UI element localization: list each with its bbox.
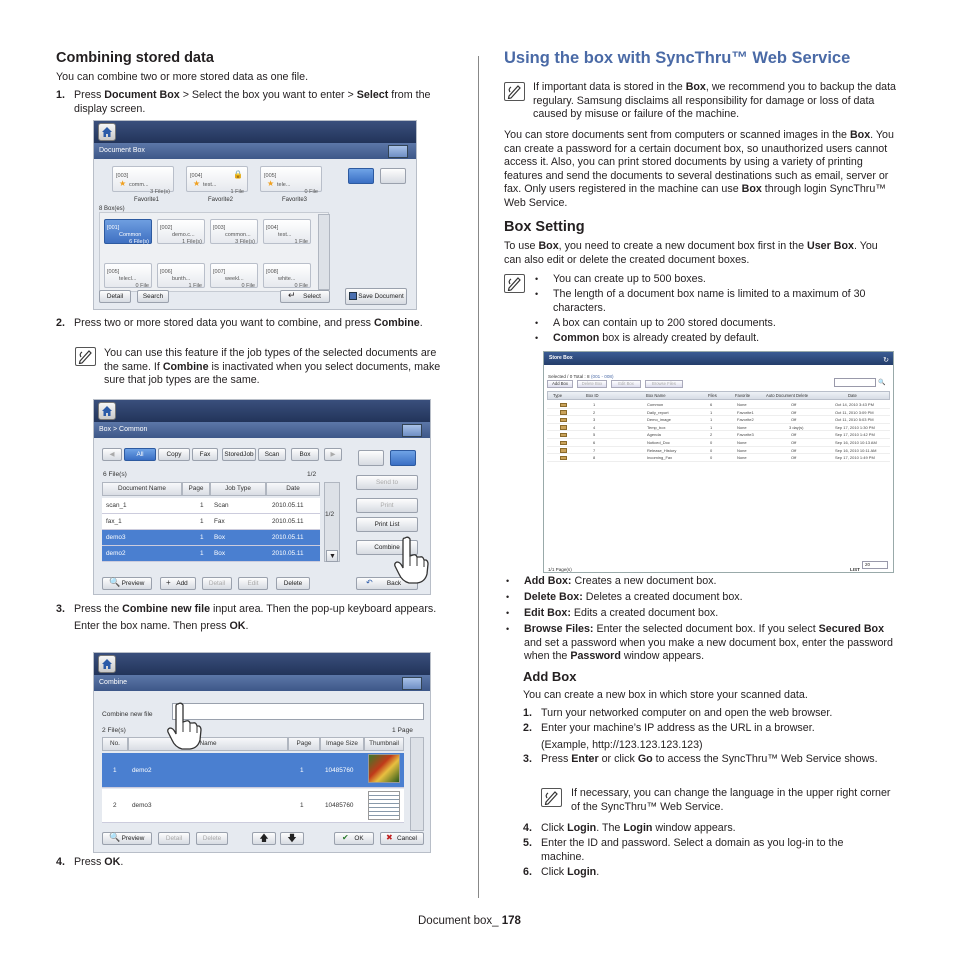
star-icon: ★ bbox=[119, 179, 127, 188]
grid-view-button[interactable] bbox=[358, 450, 384, 466]
favorite-tile-2[interactable]: [004] 🔒 ★ test... 1 File bbox=[186, 166, 248, 192]
add-box-intro: You can create a new box in which store your scanned data. bbox=[523, 689, 808, 701]
screenshot-document-box: Document Box [003] ★ comm... 3 File(s) [004] 🔒 ★ test... 1 File [005] ★ tele... 0 File Favorite1 Favorite2 Favorite3 8 Box(es) [001] Common 6 File(s) [002] demo.c... 1 File(s) [003] common... 3 File(s) [004] test... 1 File [005] telecl... 0 File [006] bunth... 1 File [007] weekl... 0 File [008] white... 0 File Detail Search Select ↵ Save Document bbox=[93, 120, 417, 310]
scrollbar[interactable] bbox=[410, 737, 424, 831]
favorite-tile-1[interactable]: [003] ★ comm... 3 File(s) bbox=[112, 166, 174, 192]
cancel-button[interactable]: Cancel bbox=[380, 832, 424, 845]
box-icon[interactable] bbox=[402, 677, 422, 690]
box-setting-text: To use Box, you need to create a new document box first in the User Box. You can also edit or delete the created document boxes. bbox=[504, 240, 878, 266]
bullet-browse-files: • Browse Files: Enter the selected document box. If you select Secured Box and set a password when you make a new document box, enter the password when the Password window appears. bbox=[506, 623, 893, 663]
print-button[interactable]: Print bbox=[356, 498, 418, 513]
section-heading-syncthru: Using the box with SyncThru™ Web Service bbox=[504, 49, 851, 67]
edit-button[interactable]: Edit bbox=[238, 577, 268, 590]
table-row[interactable]: fax_1 1 Fax 2010.05.11 bbox=[102, 514, 320, 530]
add-box-button[interactable]: Add Box bbox=[547, 380, 573, 388]
screenshot-box-common: Box > Common ◀ All Copy Fax StoredJob Scan Box ▶ 6 File(s) 1/2 Document Name Page Job Type Date scan_1 1 Scan 2010.05.11 fax_1 1 Fax 2010.05.11 demo3 1 Box 2010.05.11 demo2 1 Box 2010.05.11 1/2 ▼ Send to Print Print List Combine Preview 🔍 Add + Detail Edit Delete Back ↶ bbox=[93, 399, 431, 595]
note-icon bbox=[504, 82, 525, 101]
table-row[interactable]: 6 Noticed_Doc 0 None Off Sep 16, 2010 10:13 AM bbox=[547, 439, 890, 447]
box-tile-3[interactable]: [003] common... 3 File(s) bbox=[210, 219, 258, 244]
search-icon[interactable]: 🔍 bbox=[878, 380, 886, 386]
tab-fax[interactable]: Fax bbox=[192, 448, 218, 461]
thumbnail-image bbox=[368, 754, 400, 783]
section-heading-add-box: Add Box bbox=[523, 669, 577, 684]
magnifier-icon: 🔍 bbox=[109, 832, 121, 842]
store-box-table-header: Type Box ID Box Name Files Favorite Auto Document Delete Date bbox=[547, 391, 890, 400]
ok-button[interactable]: OK bbox=[334, 832, 374, 845]
search-button[interactable]: Search bbox=[137, 290, 169, 303]
scroll-down-icon[interactable]: ▼ bbox=[326, 550, 338, 562]
next-arrow-icon[interactable]: ▶ bbox=[324, 448, 342, 461]
table-row[interactable]: 2 demo3 1 10485760 bbox=[102, 789, 404, 823]
detail-button[interactable]: Detail bbox=[99, 290, 131, 303]
enter-arrow-icon: ↵ bbox=[288, 290, 296, 300]
star-icon: ★ bbox=[267, 179, 275, 188]
note-bullet: • You can create up to 500 boxes. bbox=[535, 273, 706, 285]
bullet-add-box: • Add Box: Creates a new document box. bbox=[506, 575, 717, 587]
box-tile-7[interactable]: [007] weekl... 0 File bbox=[210, 263, 258, 288]
hand-pointer-icon bbox=[393, 536, 429, 584]
select-button[interactable]: Select bbox=[280, 290, 330, 303]
add-step-3: 3. Press Enter or click Go to access the SyncThru™ Web Service shows. bbox=[523, 753, 878, 765]
note-bullet: • The length of a document box name is limited to a maximum of 30 characters. bbox=[535, 288, 866, 314]
add-button[interactable]: Add bbox=[160, 577, 196, 590]
list-view-button[interactable] bbox=[380, 168, 406, 184]
bullet-delete-box: • Delete Box: Deletes a created document box. bbox=[506, 591, 743, 603]
star-icon: ★ bbox=[193, 179, 201, 188]
screenshot-combine: Combine Combine new file 2 File(s) 1 Page No. Name Page Image Size Thumbnail 1 demo2 1 10485760 2 demo3 1 10485760 Preview 🔍 Detail Delete 🡅 🡇 OK ✔ Cancel ✖ bbox=[93, 652, 431, 853]
section-heading-combining: Combining stored data bbox=[56, 50, 214, 66]
hand-pointer-icon bbox=[166, 702, 202, 750]
move-down-arrow-icon[interactable]: 🡇 bbox=[280, 832, 304, 845]
plus-icon: + bbox=[166, 578, 171, 587]
folder-icon bbox=[560, 403, 567, 408]
add-step-4: 4. Click Login. The Login window appears. bbox=[523, 822, 736, 834]
folder-icon bbox=[560, 425, 567, 430]
screen-title-bar: Combine bbox=[94, 675, 430, 691]
delete-box-button[interactable]: Delete Box bbox=[577, 380, 607, 388]
table-row[interactable]: 5 Agenda 2 Favorite3 Off Sep 17, 2010 1:42 PM bbox=[547, 431, 890, 439]
add-step-2: 2. Enter your machine’s IP address as the URL in a browser. (Example, http://123.123.123.123) bbox=[523, 722, 815, 751]
browse-files-button[interactable]: Browse Files bbox=[645, 380, 683, 388]
note-backup: If important data is stored in the Box, we recommend you to backup the data regulary. Samsung disclaims all responsibility for damage or loss of data caused by misuse or failure of the machine. bbox=[533, 81, 897, 121]
box-tile-1[interactable]: [001] Common 6 File(s) bbox=[104, 219, 152, 244]
step-1: 1. Press Document Box > Select the box you want to enter > Select from the display screen. bbox=[56, 89, 431, 115]
intro-text: You can combine two or more stored data as one file. bbox=[56, 71, 309, 83]
table-row[interactable]: 2 Daily_report 1 Favorite1 Off Oct 11, 2010 3:09 PM bbox=[547, 409, 890, 417]
add-step-6: 6. Click Login. bbox=[523, 866, 600, 878]
list-view-button[interactable] bbox=[390, 450, 416, 466]
combine-button[interactable]: Combine bbox=[356, 540, 418, 555]
folder-icon bbox=[560, 456, 567, 461]
move-up-arrow-icon[interactable]: 🡅 bbox=[252, 832, 276, 845]
favorite-tile-3[interactable]: [005] ★ tele... 0 File bbox=[260, 166, 322, 192]
step-4: 4. Press OK. bbox=[56, 856, 124, 868]
list-count-select[interactable]: 20 bbox=[862, 561, 888, 569]
check-icon: ✔ bbox=[342, 833, 349, 842]
box-description: You can store documents sent from computers or scanned images in the Box. You can create a password for a certain document box, so unauthorized users cannot access it. Also, you can print stored documents by using a variety of printing features and send the documents to several destinations such as email, server or fax. Only users registered in the machine can use Box through login SyncThru™ Web Service. bbox=[504, 129, 894, 209]
thumbnail-image bbox=[368, 791, 400, 820]
tab-storedjob[interactable]: StoredJob bbox=[222, 448, 256, 461]
combine-table: No. Name Page Image Size Thumbnail 1 demo2 1 10485760 2 demo3 1 10485760 bbox=[102, 737, 404, 837]
column-divider bbox=[478, 56, 479, 898]
tab-scan[interactable]: Scan bbox=[258, 448, 286, 461]
note-bullet: • A box can contain up to 200 stored documents. bbox=[535, 317, 776, 329]
preview-button[interactable]: Preview bbox=[102, 832, 152, 845]
preview-button[interactable]: Preview bbox=[102, 577, 152, 590]
prev-arrow-icon[interactable]: ◀ bbox=[102, 448, 122, 461]
note-icon bbox=[541, 788, 562, 807]
folder-icon bbox=[560, 433, 567, 438]
table-row[interactable]: 8 Incoming_Fax 0 None Off Sep 17, 2010 1:49 PM bbox=[547, 454, 890, 462]
folder-icon bbox=[560, 448, 567, 453]
magnifier-icon: 🔍 bbox=[109, 577, 121, 587]
folder-icon bbox=[560, 441, 567, 446]
note-icon bbox=[504, 274, 525, 293]
grid-view-button[interactable] bbox=[348, 168, 374, 184]
folder-icon bbox=[560, 418, 567, 423]
web-search-input[interactable] bbox=[834, 378, 876, 387]
home-icon[interactable] bbox=[98, 402, 116, 420]
box-tile-8[interactable]: [008] white... 0 File bbox=[263, 263, 311, 288]
detail-button[interactable]: Detail bbox=[202, 577, 232, 590]
document-table: Document Name Page Job Type Date scan_1 1 Scan 2010.05.11 fax_1 1 Fax 2010.05.11 demo3 1 Box 2010.05.11 demo2 1 Box 2010.05.11 bbox=[102, 482, 320, 572]
box-tile-2[interactable]: [002] demo.c... 1 File(s) bbox=[157, 219, 205, 244]
add-step-1: 1. Turn your networked computer on and open the web browser. bbox=[523, 707, 833, 719]
screen-title-bar: Document Box bbox=[94, 143, 416, 159]
screen-title-bar: Box > Common bbox=[94, 422, 430, 438]
step-3: 3. Press the Combine new file input area. Then the pop-up keyboard appears. Enter the box name. Then press OK. bbox=[56, 603, 437, 632]
box-tile-5[interactable]: [005] telecl... 0 File bbox=[104, 263, 152, 288]
note-combine: You can use this feature if the job types of the selected documents are the same. If Combine is inactivated when you select documents, make sure that job types are the same. bbox=[104, 347, 441, 387]
combine-new-file-input[interactable] bbox=[172, 703, 424, 720]
floppy-icon bbox=[349, 292, 357, 300]
folder-icon bbox=[560, 410, 567, 415]
tab-all[interactable]: All bbox=[124, 448, 156, 461]
note-language: If necessary, you can change the language in the upper right corner of the SyncThru™ Web Service. bbox=[571, 787, 891, 813]
table-row[interactable]: 3 Demo_image 1 Favorite2 Off Oct 11, 2010 5:03 PM bbox=[547, 416, 890, 424]
bullet-edit-box: • Edit Box: Edits a created document box. bbox=[506, 607, 719, 619]
tab-box[interactable]: Box bbox=[291, 448, 319, 461]
home-icon[interactable] bbox=[98, 655, 116, 673]
print-list-button[interactable]: Print List bbox=[356, 517, 418, 532]
table-row[interactable]: 7 Release_History 0 None Off Sep 16, 2010 10:11 AM bbox=[547, 447, 890, 455]
home-icon[interactable] bbox=[98, 123, 116, 141]
scrollbar[interactable] bbox=[318, 214, 330, 290]
back-arrow-icon: ↶ bbox=[366, 578, 373, 587]
detail-button[interactable]: Detail bbox=[158, 832, 190, 845]
page-footer: Document box_ 178 bbox=[418, 915, 521, 927]
tab-copy[interactable]: Copy bbox=[158, 448, 190, 461]
store-box-title: Store Box bbox=[544, 352, 893, 365]
table-row[interactable]: demo2 1 Box 2010.05.11 bbox=[102, 546, 320, 562]
delete-button[interactable]: Delete bbox=[196, 832, 228, 845]
box-tile-4[interactable]: [004] test... 1 File bbox=[263, 219, 311, 244]
step-2: 2. Press two or more stored data you want to combine, and press Combine. bbox=[56, 317, 423, 329]
refresh-icon[interactable]: ↻ bbox=[883, 357, 889, 364]
section-heading-box-setting: Box Setting bbox=[504, 219, 585, 235]
table-row[interactable]: 1 Common 6 None Off Oct 14, 2010 3:43 PM bbox=[547, 401, 890, 409]
table-row[interactable]: 4 Temp_box 1 None 3 day(s) Sep 17, 2010 1:30 PM bbox=[547, 424, 890, 432]
table-row[interactable]: scan_1 1 Scan 2010.05.11 bbox=[102, 498, 320, 514]
edit-box-button[interactable]: Edit Box bbox=[611, 380, 641, 388]
screenshot-store-box: Store Box ↻ Selected / 0 Total : 8 (001 - 008) Add Box Delete Box Edit Box Browse Files 🔍 Type Box ID Box Name Files Favorite Auto Document Delete Date 1 Common 6 None Off Oct 14, 2010 3:43 PM 2 Daily_report 1 Favorite1 Off Oct 11, 2010 3:09 PM 3 Demo_image 1 Favorite2 Off Oct 11, 2010 5:03 PM 4 Temp_box 1 None 3 day(s) Sep 17, 2010 1:30 PM 5 Agenda 2 Favorite3 Off Sep 17, 2010 1:42 PM 6 Noticed_Doc 0 None Off Sep 16, 2010 10:13 AM 7 Release_History 0 None Off Sep 16, 2010 10:11 AM 8 Incoming_Fax 0 None Off Sep 17, 2010 1:49 PM 1/1 Page(s) LIST 20 bbox=[543, 351, 894, 573]
up-arrow-icon[interactable] bbox=[388, 145, 408, 158]
back-button[interactable]: Back bbox=[356, 577, 418, 590]
lock-icon: 🔒 bbox=[233, 170, 243, 179]
note-icon bbox=[75, 347, 96, 366]
add-step-5: 5. Enter the ID and password. Select a domain as you log-in to the machine. bbox=[523, 837, 844, 863]
send-to-button[interactable]: Send to bbox=[356, 475, 418, 490]
save-document-button[interactable]: Save Document bbox=[345, 288, 407, 305]
box-icon[interactable] bbox=[402, 424, 422, 437]
table-row[interactable]: demo3 1 Box 2010.05.11 bbox=[102, 530, 320, 546]
x-icon: ✖ bbox=[386, 833, 393, 842]
table-row[interactable]: 1 demo2 1 10485760 bbox=[102, 753, 404, 788]
delete-button[interactable]: Delete bbox=[276, 577, 310, 590]
note-bullet: • Common box is already created by default. bbox=[535, 332, 760, 344]
box-tile-6[interactable]: [006] bunth... 1 File bbox=[157, 263, 205, 288]
